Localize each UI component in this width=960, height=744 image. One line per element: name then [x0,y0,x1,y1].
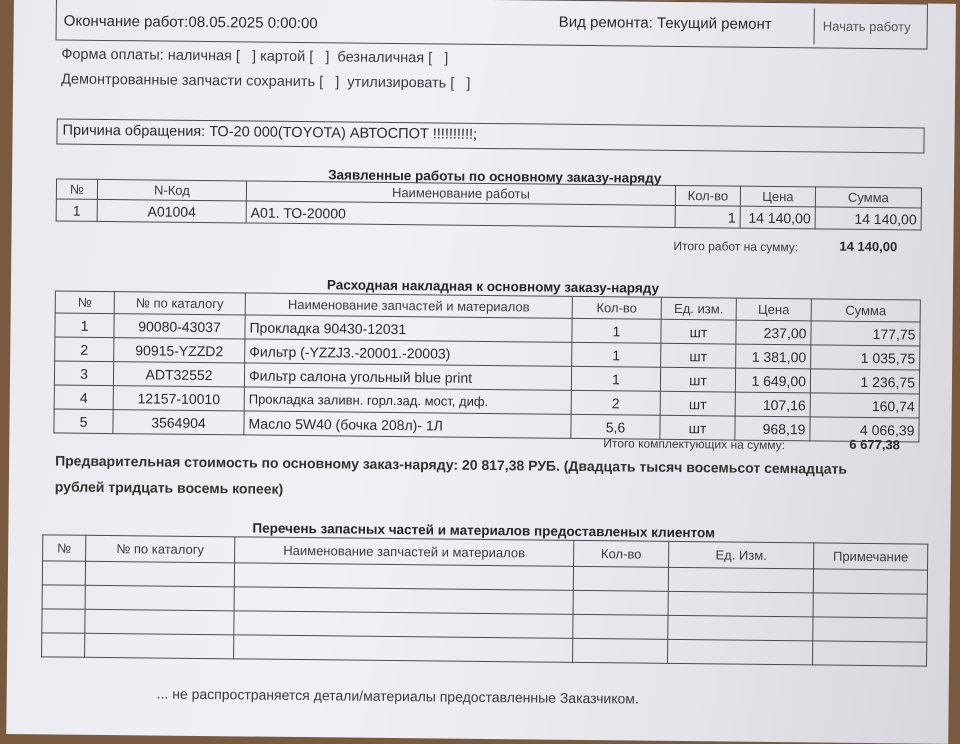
parts-header-cell: Наименование запчастей и материалов [245,293,572,318]
parts-cell: 2 [55,337,114,362]
works-cell: 1 [56,199,97,221]
client-header-cell: Наименование запчастей и материалов [235,537,574,567]
parts-cell: 1 035,75 [811,345,920,370]
parts-cell: шт [660,391,735,416]
parts-cell: 1 381,00 [736,344,811,369]
parts-cell: 1 [572,342,661,367]
parts-cell: 90080-43037 [114,314,245,339]
parts-total-value: 6 677,38 [849,436,901,453]
reason-text: Причина обращения: ТО-20 000(TOYOTA) АВТОСПОТ !!!!!!!!!!; [62,122,478,143]
parts-cell: Фильтр (-YZZJ3.-20001.-20003) [245,339,572,366]
works-cell: 14 140,00 [740,206,815,229]
parts-cell: Прокладка 90430-12031 [245,315,572,342]
parts-cell: Масло 5W40 (бочка 208л)- 1Л [244,411,571,438]
parts-cell: 4 [54,385,113,410]
document-page [6,0,956,744]
works-header-cell: Цена [740,186,815,207]
estimate-line: Предварительная стоимость по основному заказ-наряду: 20 817,38 РУБ. (Двадцать тысяч восемьсот семнадцать [55,452,848,477]
parts-cell: ADT32552 [113,362,244,387]
parts-total-label: Итого комплектующих на сумму: [603,436,786,453]
works-header-cell: № [56,179,97,199]
parts-cell: Прокладка заливн. горл.зад. мост, диф. [244,387,571,414]
parts-title: Расходная накладная к основному заказу-наряду [326,277,660,296]
parts-cell: 237,00 [736,320,811,345]
works-table [56,178,922,230]
repair-type: Вид ремонта: Текущий ремонт [558,13,772,33]
parts-cell: 3 [54,361,113,386]
works-header-cell: Сумма [815,187,921,208]
works-cell: 14 140,00 [815,207,921,230]
parts-cell: 968,19 [735,416,810,441]
parts-cell: 90915-YZZD2 [114,338,245,363]
works-header-cell: Кол-во [675,185,740,206]
removed-parts-line: Демонтрованные запчасти сохранить [ ] утилизировать [ ] [61,71,471,92]
parts-cell: 1 [571,366,660,391]
parts-cell: Фильтр салона угольный blue print [244,363,571,390]
parts-cell: 5 [54,409,113,434]
parts-cell: шт [661,319,736,344]
works-total-label: Итого работ на сумму: [673,238,799,255]
parts-header-cell: № [55,291,114,314]
parts-cell: 1 649,00 [735,368,810,393]
parts-header-cell: № по каталогу [114,292,245,315]
client-header-cell: № [43,535,86,561]
parts-cell: шт [660,415,735,440]
parts-cell: шт [661,343,736,368]
client-header-cell: № по каталогу [86,535,235,563]
parts-cell: 12157-10010 [113,386,244,411]
client-parts-table [41,534,928,666]
end-date: Окончание работ:08.05.2025 0:00:00 [63,12,318,33]
client-header-cell: Примечание [814,543,928,570]
client-parts-title: Перечень запасных частей и материалов предоставленых клиентом [252,520,716,541]
parts-header-cell: Кол-во [572,296,661,319]
parts-cell: 177,75 [811,321,920,346]
parts-header-cell: Ед. изм. [661,297,736,320]
parts-header-cell: Цена [736,298,811,321]
footer-note: ... не распространяется детали/материалы предоставленные Заказчиком. [156,685,639,707]
works-cell: A01004 [97,199,246,223]
start-work-button[interactable]: Начать работу [814,8,919,45]
parts-cell: 5,6 [571,414,660,439]
parts-cell: 3564904 [113,410,244,435]
payment-line: Форма оплаты: наличная [ ] картой [ ] безналичная [ ] [61,46,449,67]
client-header-cell: Кол-во [574,540,669,567]
parts-cell: 1 236,75 [810,369,919,394]
estimate-line-words: рублей тридцать восемь копеек) [54,478,284,497]
client-header-cell: Ед. Изм. [669,541,814,569]
works-total-value: 14 140,00 [839,238,898,255]
parts-cell: 2 [571,390,660,415]
works-header-cell: N-Код [97,179,246,201]
parts-cell: 1 [55,313,114,338]
parts-header-cell: Сумма [811,299,920,322]
parts-cell: 4 066,39 [810,417,919,442]
works-cell: 1 [675,205,740,228]
parts-cell: 1 [572,318,661,343]
works-header-cell: Наименование работы [246,181,675,205]
parts-table [53,290,920,442]
works-title: Заявленные работы по основному заказу-наряду [328,167,662,186]
works-cell: A01. ТО-20000 [246,201,675,227]
parts-cell: 160,74 [810,393,919,418]
parts-cell: шт [660,367,735,392]
parts-cell: 107,16 [735,392,810,417]
